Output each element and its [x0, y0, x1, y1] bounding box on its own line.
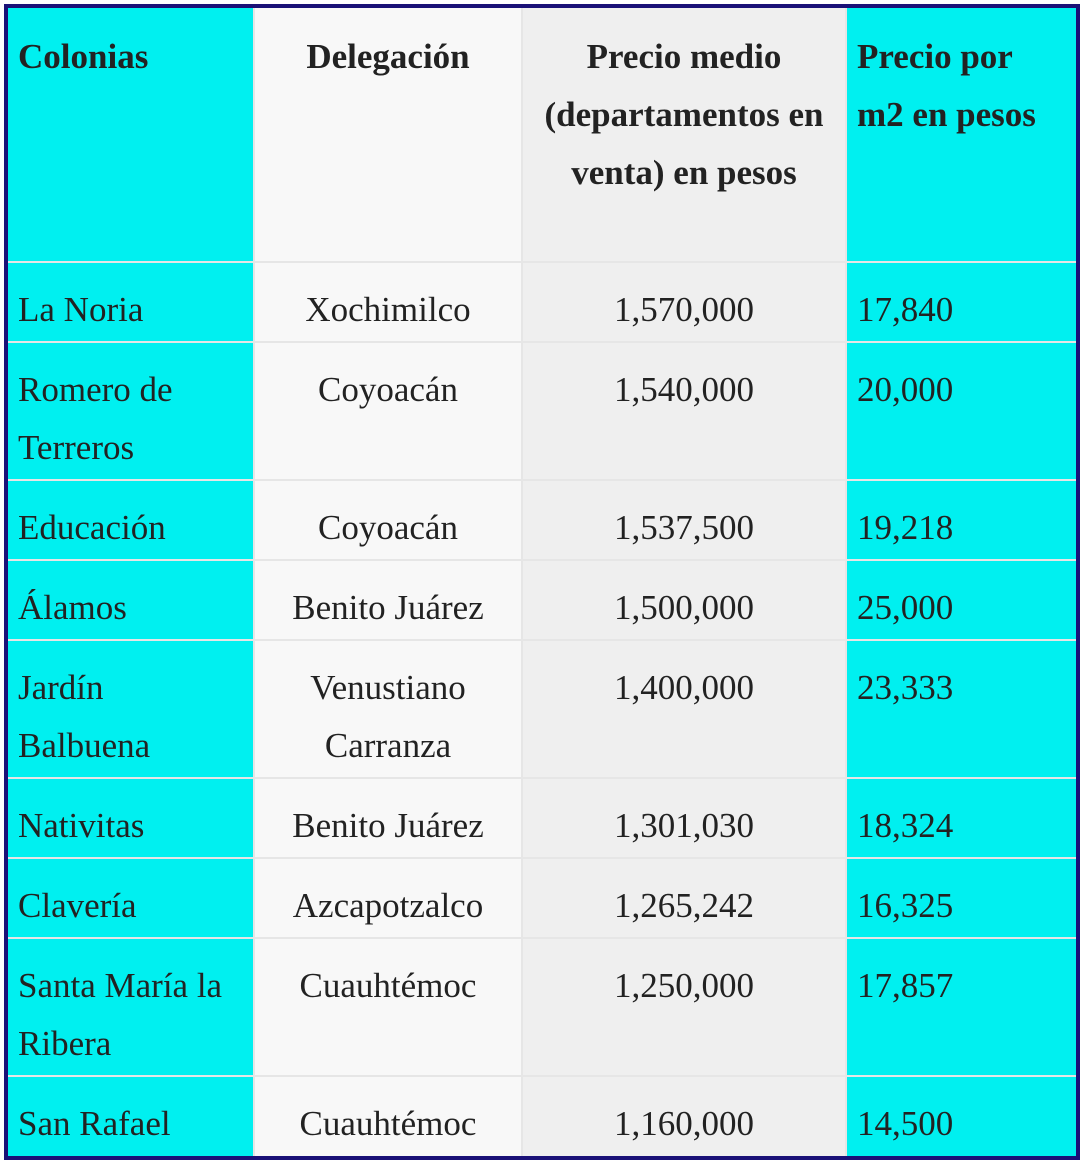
cell-colonia: La Noria: [8, 262, 254, 342]
cell-precio: 1,570,000: [522, 262, 846, 342]
cell-precio: 1,540,000: [522, 342, 846, 480]
cell-delegacion: Coyoacán: [254, 480, 522, 560]
cell-delegacion: Benito Juárez: [254, 560, 522, 640]
header-row: [8, 8, 1076, 262]
cell-colonia: Nativitas: [8, 778, 254, 858]
table-row: [8, 480, 1076, 560]
header-precio-medio: Precio medio (departamentos en venta) en pesos: [522, 8, 846, 262]
cell-precio: 1,265,242: [522, 858, 846, 938]
cell-m2: 25,000: [846, 560, 1076, 640]
cell-colonia: Romero de Terreros: [8, 342, 254, 480]
table-row: [8, 342, 1076, 480]
cell-delegacion: Benito Juárez: [254, 778, 522, 858]
cell-delegacion: Azcapotzalco: [254, 858, 522, 938]
header-colonias: Colonias: [8, 8, 254, 262]
cell-delegacion: Coyoacán: [254, 342, 522, 480]
cell-m2: 16,325: [846, 858, 1076, 938]
cell-delegacion: Xochimilco: [254, 262, 522, 342]
cell-precio: 1,250,000: [522, 938, 846, 1076]
cell-precio: 1,500,000: [522, 560, 846, 640]
cell-m2: 18,324: [846, 778, 1076, 858]
cell-colonia: Clavería: [8, 858, 254, 938]
cell-m2: 20,000: [846, 342, 1076, 480]
cell-precio: 1,301,030: [522, 778, 846, 858]
cell-m2: 19,218: [846, 480, 1076, 560]
table-row: [8, 262, 1076, 342]
table-frame: [4, 4, 1080, 1160]
cell-m2: 14,500: [846, 1076, 1076, 1156]
cell-delegacion: Cuauhtémoc: [254, 938, 522, 1076]
cell-colonia: Jardín Balbuena: [8, 640, 254, 778]
cell-m2: 23,333: [846, 640, 1076, 778]
table-row: [8, 1076, 1076, 1156]
cell-precio: 1,400,000: [522, 640, 846, 778]
table-row: [8, 560, 1076, 640]
header-delegacion: Delegación: [254, 8, 522, 262]
cell-m2: 17,840: [846, 262, 1076, 342]
cell-precio: 1,160,000: [522, 1076, 846, 1156]
cell-colonia: San Rafael: [8, 1076, 254, 1156]
table-row: [8, 938, 1076, 1076]
cell-precio: 1,537,500: [522, 480, 846, 560]
prices-table: [8, 8, 1076, 1156]
cell-colonia: Santa María la Ribera: [8, 938, 254, 1076]
cell-m2: 17,857: [846, 938, 1076, 1076]
header-precio-m2: Precio por m2 en pesos: [846, 8, 1076, 262]
table-row: [8, 858, 1076, 938]
table-row: [8, 778, 1076, 858]
cell-colonia: Educación: [8, 480, 254, 560]
table-row: [8, 640, 1076, 778]
cell-delegacion: Venustiano Carranza: [254, 640, 522, 778]
cell-delegacion: Cuauhtémoc: [254, 1076, 522, 1156]
cell-colonia: Álamos: [8, 560, 254, 640]
